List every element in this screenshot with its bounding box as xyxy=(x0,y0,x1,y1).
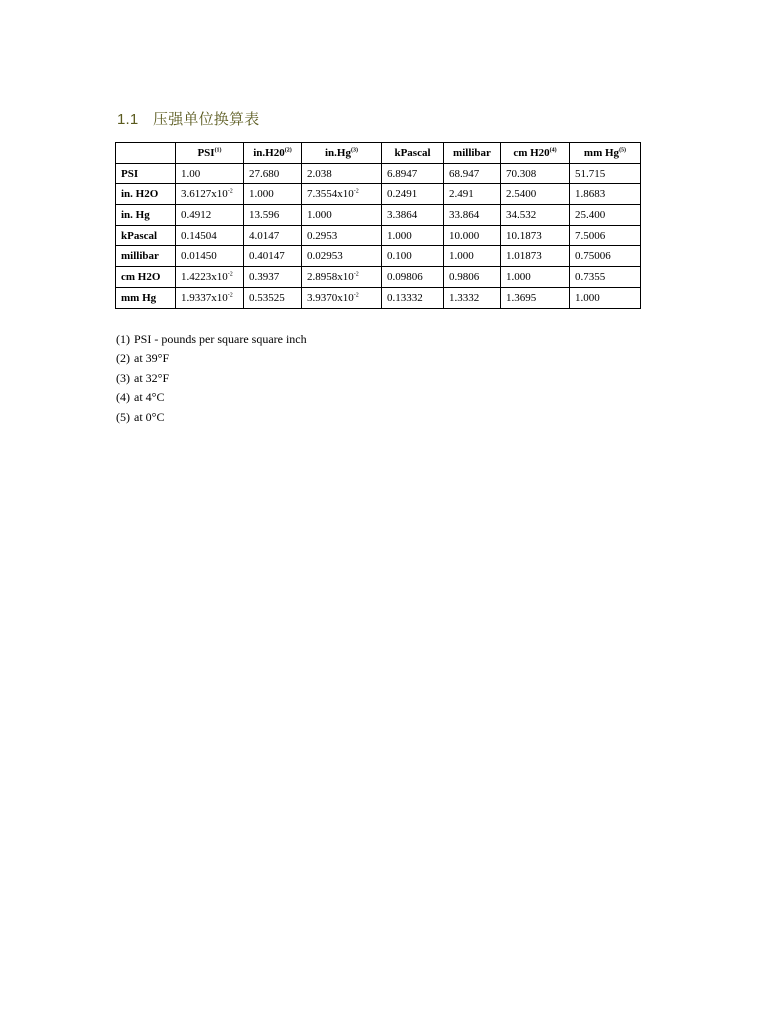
table-cell: 3.3864 xyxy=(382,205,444,226)
row-header: mm Hg xyxy=(116,287,176,308)
table-cell: 10.1873 xyxy=(501,225,570,246)
footnote-mark: (3) xyxy=(116,370,130,385)
table-cell: 0.100 xyxy=(382,246,444,267)
table-cell: 0.9806 xyxy=(444,267,501,288)
table-cell: 34.532 xyxy=(501,205,570,226)
footnote xyxy=(116,369,307,388)
row-header: millibar xyxy=(116,246,176,267)
footnote xyxy=(116,330,307,349)
table-cell: 2.5400 xyxy=(501,184,570,205)
table-cell: 0.4912 xyxy=(176,205,244,226)
table-row xyxy=(116,287,641,308)
table-cell: 68.947 xyxy=(444,163,501,184)
pressure-conversion-table xyxy=(115,142,641,309)
table-cell: 0.09806 xyxy=(382,267,444,288)
table-cell: 4.0147 xyxy=(244,225,302,246)
table-row xyxy=(116,184,641,205)
column-header: in.Hg$^{(3)}$ xyxy=(302,143,382,164)
section-title: 压强单位换算表 xyxy=(153,111,260,128)
table-cell: 51.715 xyxy=(570,163,641,184)
table-header-row xyxy=(116,143,641,164)
table-cell: 2.038 xyxy=(302,163,382,184)
footnote-text: at 39°F xyxy=(134,351,170,366)
table-cell: 1.8683 xyxy=(570,184,641,205)
row-header: PSI xyxy=(116,163,176,184)
footnote-mark: (2) xyxy=(116,351,130,366)
column-header: in.H20$^{(2)}$ xyxy=(244,143,302,164)
table-cell: 0.40147 xyxy=(244,246,302,267)
table-cell: 0.7355 xyxy=(570,267,641,288)
table-cell: $7.3554x10^{-2}$ xyxy=(302,184,382,205)
column-header: kPascal xyxy=(382,143,444,164)
column-header: mm Hg$^{(5)}$ xyxy=(570,143,641,164)
table-cell: 1.000 xyxy=(244,184,302,205)
table-cell: 33.864 xyxy=(444,205,501,226)
table-cell: 1.3332 xyxy=(444,287,501,308)
table-cell: 0.01450 xyxy=(176,246,244,267)
table-cell: 27.680 xyxy=(244,163,302,184)
table-row xyxy=(116,163,641,184)
table-row xyxy=(116,246,641,267)
footnote-text: at 0°C xyxy=(134,409,165,424)
table-cell: 1.01873 xyxy=(501,246,570,267)
footnote xyxy=(116,408,307,427)
table-cell: $1.9337x10^{-2}$ xyxy=(176,287,244,308)
table-cell: 70.308 xyxy=(501,163,570,184)
footnote-mark: (5) xyxy=(116,409,130,424)
footnote-text: PSI - pounds per square square inch xyxy=(134,332,307,346)
table-row xyxy=(116,205,641,226)
table-cell: $1.4223x10^{-2}$ xyxy=(176,267,244,288)
table-cell: $2.8958x10^{-2}$ xyxy=(302,267,382,288)
table-cell: 1.000 xyxy=(444,246,501,267)
table-body xyxy=(116,163,641,308)
table-cell: 7.5006 xyxy=(570,225,641,246)
table-cell: $3.6127x10^{-2}$ xyxy=(176,184,244,205)
row-header: in. Hg xyxy=(116,205,176,226)
table-cell: 2.491 xyxy=(444,184,501,205)
row-header: kPascal xyxy=(116,225,176,246)
table-row xyxy=(116,225,641,246)
table-cell: 0.2491 xyxy=(382,184,444,205)
footnote-mark: (1) xyxy=(116,332,130,346)
table-row xyxy=(116,267,641,288)
table-cell: 0.2953 xyxy=(302,225,382,246)
section-heading xyxy=(117,108,259,129)
corner-cell xyxy=(116,143,176,164)
table-cell: 1.000 xyxy=(501,267,570,288)
table-cell: 0.02953 xyxy=(302,246,382,267)
footnote xyxy=(116,388,307,407)
table-cell: 1.000 xyxy=(302,205,382,226)
column-header: PSI$^{(1)}$ xyxy=(176,143,244,164)
row-header: in. H2O xyxy=(116,184,176,205)
row-header: cm H2O xyxy=(116,267,176,288)
footnote xyxy=(116,349,307,368)
table-cell: $3.9370x10^{-2}$ xyxy=(302,287,382,308)
footnote-text: at 4°C xyxy=(134,390,165,405)
footnote-text: at 32°F xyxy=(134,370,170,385)
table-cell: 13.596 xyxy=(244,205,302,226)
table-cell: 0.53525 xyxy=(244,287,302,308)
table-cell: 1.00 xyxy=(176,163,244,184)
table-cell: 1.000 xyxy=(570,287,641,308)
column-header: millibar xyxy=(444,143,501,164)
section-number: 1.1 xyxy=(117,111,139,128)
column-header: cm H20$^{(4)}$ xyxy=(501,143,570,164)
table-cell: 1.000 xyxy=(382,225,444,246)
table-cell: 0.13332 xyxy=(382,287,444,308)
table-cell: 25.400 xyxy=(570,205,641,226)
table-cell: 0.14504 xyxy=(176,225,244,246)
table-cell: 10.000 xyxy=(444,225,501,246)
table-cell: 6.8947 xyxy=(382,163,444,184)
table-cell: 1.3695 xyxy=(501,287,570,308)
table-cell: 0.3937 xyxy=(244,267,302,288)
footnotes xyxy=(116,330,307,427)
footnote-mark: (4) xyxy=(116,390,130,405)
table-cell: 0.75006 xyxy=(570,246,641,267)
